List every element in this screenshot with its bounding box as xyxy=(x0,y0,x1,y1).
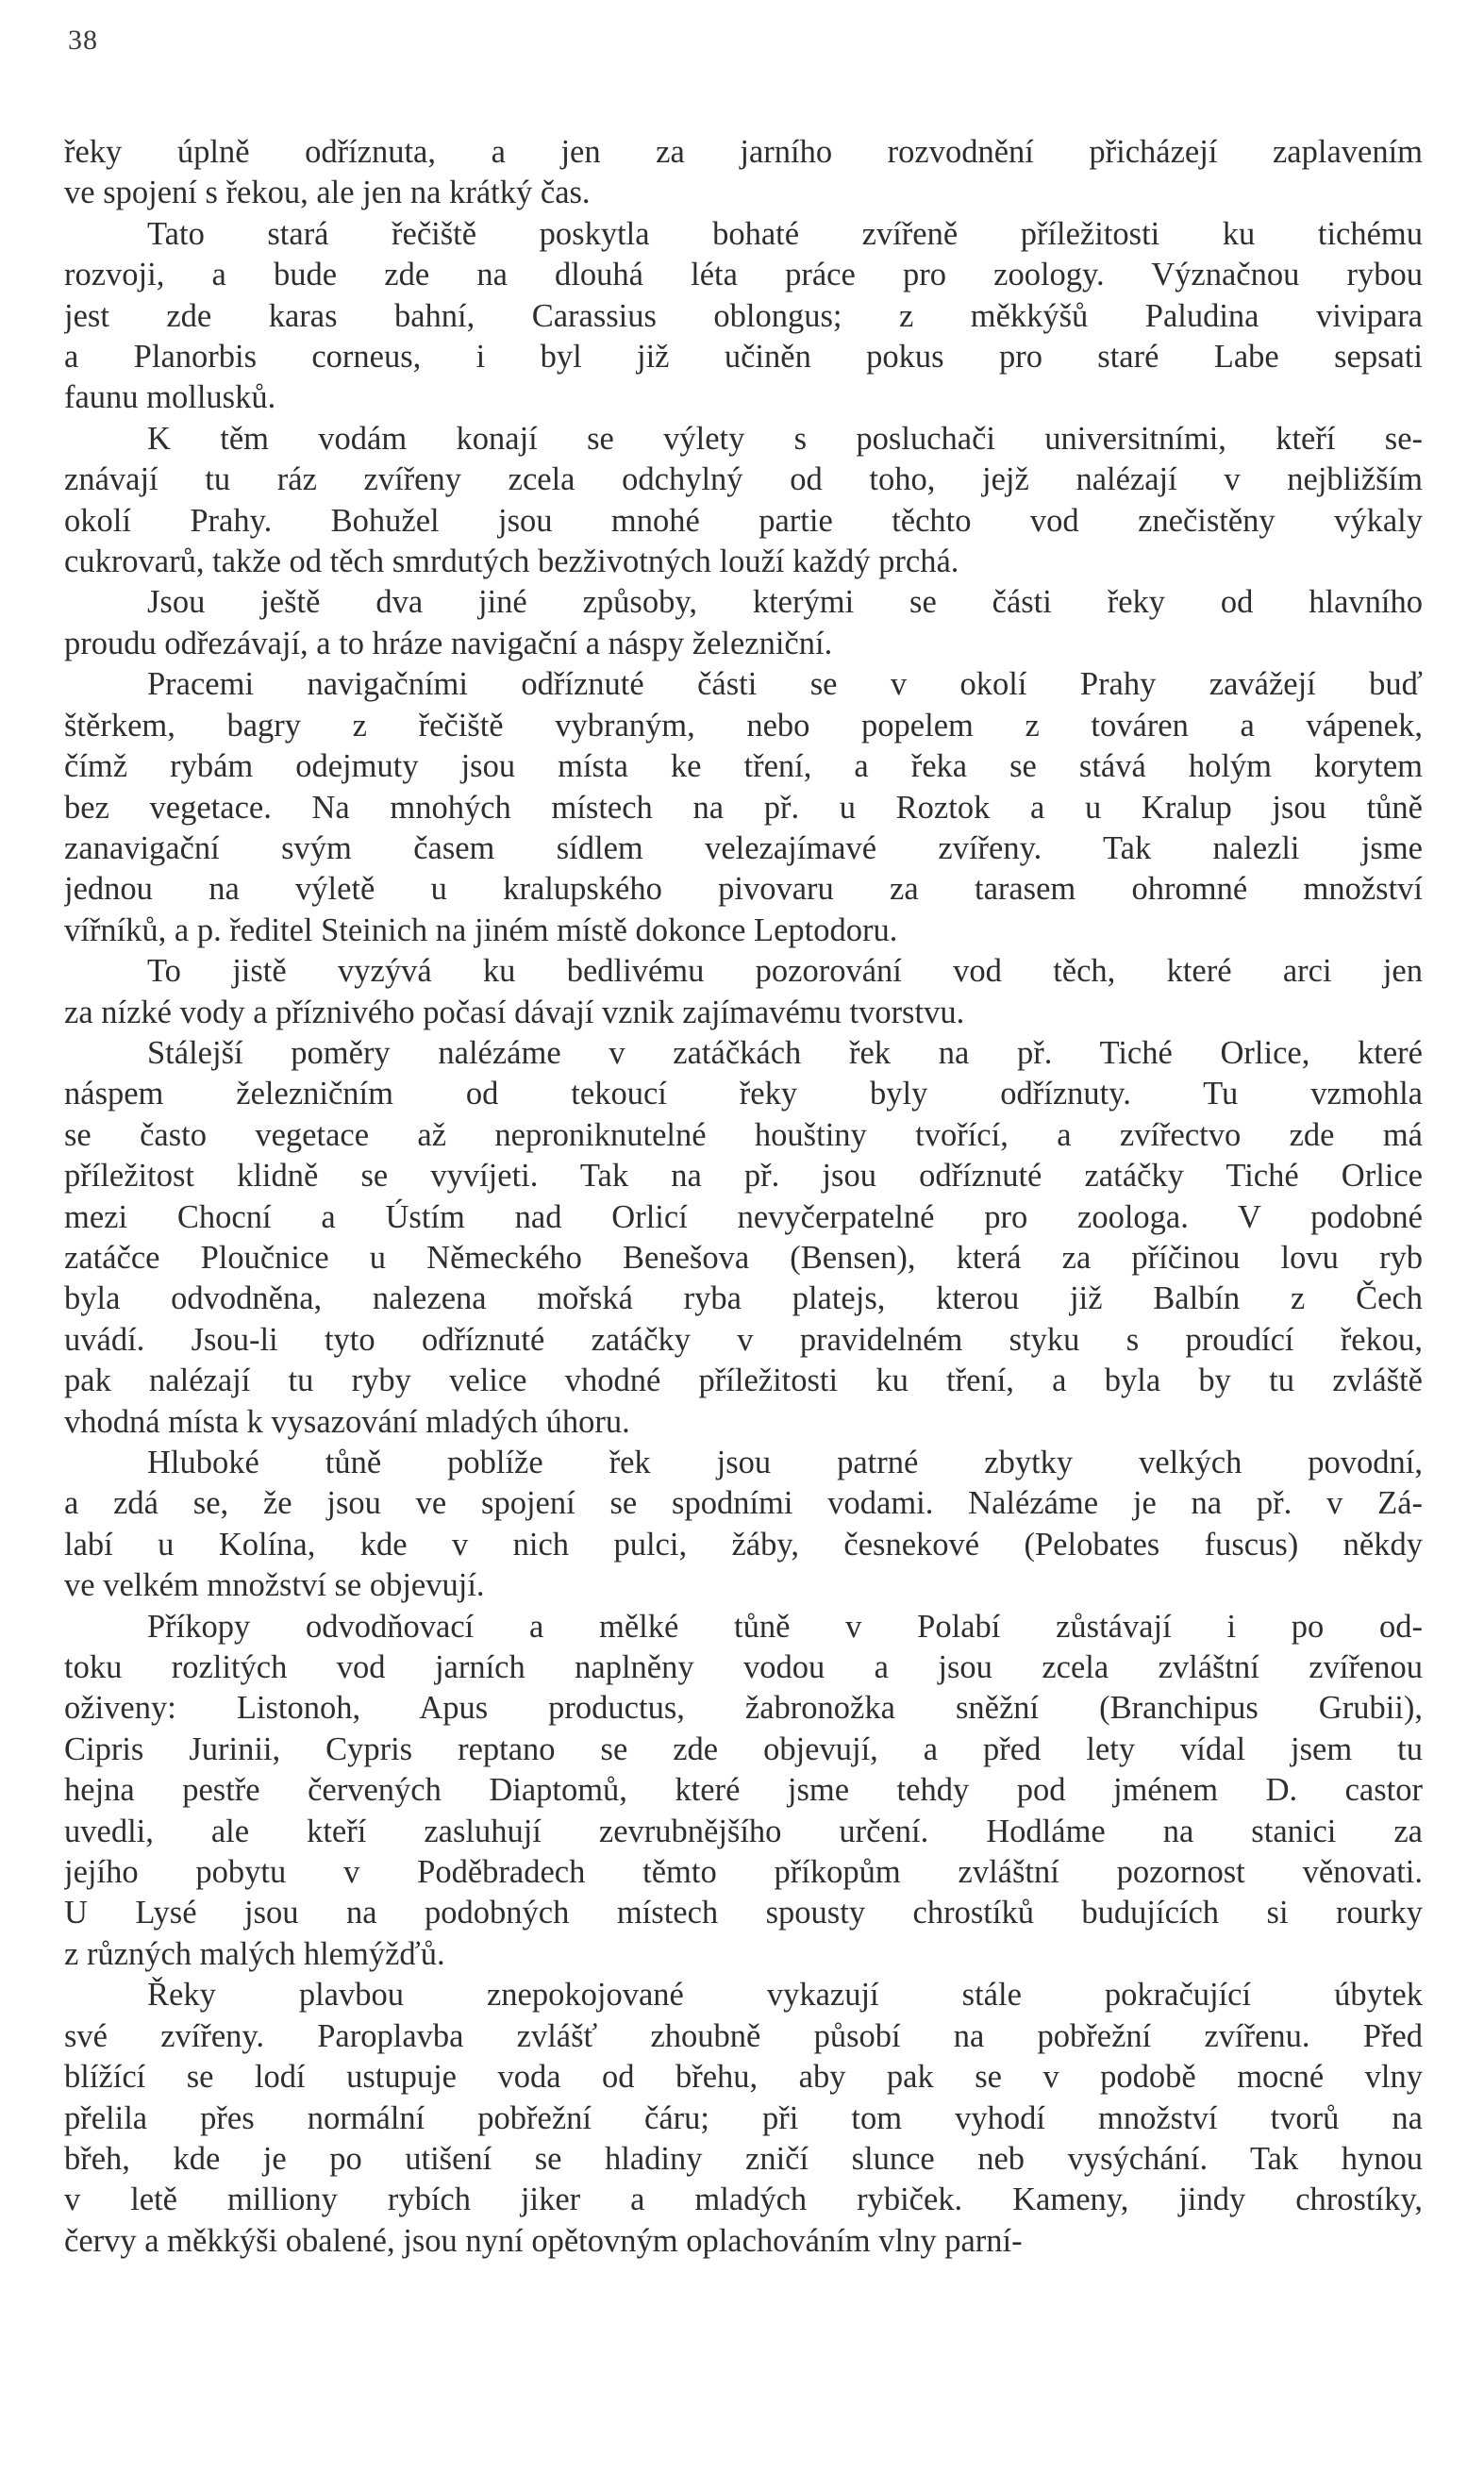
text-line: za nízké vody a příznivého počasí dávají vznik zajímavému tvorstvu. xyxy=(64,994,965,1030)
paragraph xyxy=(64,582,1423,664)
text-line: čímž rybám odejmuty jsou místa ke tření, a řeka se stává holým korytem xyxy=(64,748,1423,785)
text-line: jejího pobytu v Poděbradech těmto příkopům zvláštní pozornost věnovati. xyxy=(64,1854,1423,1891)
text-line: zatáčce Ploučnice u Německého Benešova (Bensen), která za příčinou lovu ryb xyxy=(64,1239,1423,1276)
paragraph xyxy=(64,951,1423,1033)
text-line: toku rozlitých vod jarních naplněny vodou a jsou zcela zvláštní zvířenou xyxy=(64,1649,1423,1686)
text-line: pak nalézají tu ryby velice vhodné příležitosti ku tření, a byla by tu zvláště xyxy=(64,1363,1423,1399)
text-line: a zdá se, že jsou ve spojení se spodními vodami. Nalézáme je na př. v Zá- xyxy=(64,1485,1423,1522)
text-line: červy a měkkýši obalené, jsou nyní opětovným oplachováním vlny parní- xyxy=(64,2222,1023,2259)
text-line: Cipris Jurinii, Cypris reptano se zde objevují, a před lety vídal jsem tu xyxy=(64,1730,1423,1767)
text-line: a Planorbis corneus, i byl již učiněn pokus pro staré Labe sepsati xyxy=(64,339,1423,376)
paragraph xyxy=(64,1443,1423,1607)
text-line: Řeky plavbou znepokojované vykazují stále pokračující úbytek xyxy=(147,1977,1423,2014)
text-line: To jistě vyzývá ku bedlivému pozorování vod těch, které arci jen xyxy=(147,953,1423,990)
text-line: jednou na výletě u kralupského pivovaru za tarasem ohromné množství xyxy=(64,871,1423,908)
paragraph xyxy=(64,1975,1423,2262)
text-line: v letě milliony rybích jiker a mladých rybiček. Kameny, jindy chrostíky, xyxy=(64,2182,1423,2218)
text-line: zanavigační svým časem sídlem velezajímavé zvířeny. Tak nalezli jsme xyxy=(64,829,1423,866)
text-line: uvádí. Jsou-li tyto odříznuté zatáčky v pravidelném styku s proudící řekou, xyxy=(64,1321,1423,1358)
text-line: vířníků, a p. ředitel Steinich na jiném místě dokonce Leptodoru. xyxy=(64,911,898,948)
body-text xyxy=(64,132,1423,2262)
text-line: se často vegetace až neproniknutelné houštiny tvořící, a zvířectvo zde má xyxy=(64,1116,1423,1153)
text-line: cukrovarů, takže od těch smrdutých bezživotných louží každý prchá. xyxy=(64,543,959,580)
text-line: břeh, kde je po utišení se hladiny zničí slunce neb vysýchání. Tak hynou xyxy=(64,2140,1423,2177)
text-line: proudu odřezávají, a to hráze navigační a náspy železniční. xyxy=(64,625,833,661)
text-line: vhodná místa k vysazování mladých úhoru. xyxy=(64,1403,630,1440)
text-line: faunu mollusků. xyxy=(64,379,276,416)
text-line: blížící se lodí ustupuje voda od břehu, aby pak se v podobě mocné vlny xyxy=(64,2059,1423,2096)
paragraph xyxy=(64,664,1423,951)
paragraph xyxy=(64,132,1423,214)
text-line: bez vegetace. Na mnohých místech na př. u Roztok a u Kralup jsou tůně xyxy=(64,789,1423,826)
text-line: své zvířeny. Paroplavba zvlášť zhoubně působí na pobřežní zvířenu. Před xyxy=(64,2017,1423,2054)
text-line: příležitost klidně se vyvíjeti. Tak na př. jsou odříznuté zatáčky Tiché Orlice xyxy=(64,1158,1423,1195)
text-line: okolí Prahy. Bohužel jsou mnohé partie těchto vod znečistěny výkaly xyxy=(64,502,1423,539)
text-line: náspem železničním od tekoucí řeky byly odříznuty. Tu vzmohla xyxy=(64,1076,1423,1112)
text-line: uvedli, ale kteří zasluhují zevrubnějšího určení. Hodláme na stanici za xyxy=(64,1813,1423,1849)
text-line: Pracemi navigačními odříznuté části se v okolí Prahy zavážejí buď xyxy=(147,666,1423,703)
text-line: řeky úplně odříznuta, a jen za jarního rozvodnění přicházejí zaplavením xyxy=(64,134,1423,170)
text-line: Příkopy odvodňovací a mělké tůně v Polabí zůstávají i po od- xyxy=(147,1608,1423,1645)
text-line: Tato stará řečiště poskytla bohaté zvířeně příležitosti ku tichému xyxy=(147,215,1423,252)
text-line: Jsou ještě dva jiné způsoby, kterými se části řeky od hlavního xyxy=(147,584,1423,621)
paragraph xyxy=(64,1033,1423,1443)
paragraph xyxy=(64,214,1423,419)
text-line: jest zde karas bahní, Carassius oblongus; z měkkýšů Paludina vivipara xyxy=(64,297,1423,334)
text-line: K těm vodám konají se výlety s posluchači universitními, kteří se- xyxy=(147,420,1423,457)
text-line: rozvoji, a bude zde na dlouhá léta práce pro zoology. Význačnou rybou xyxy=(64,257,1423,293)
text-line: z různých malých hlemýžďů. xyxy=(64,1935,445,1972)
text-line: oživeny: Listonoh, Apus productus, žabronožka sněžní (Branchipus Grubii), xyxy=(64,1690,1423,1727)
text-line: ve velkém množství se objevují. xyxy=(64,1567,485,1604)
text-line: hejna pestře červených Diaptomů, které jsme tehdy pod jménem D. castor xyxy=(64,1772,1423,1809)
page-number: 38 xyxy=(68,25,98,56)
text-line: U Lysé jsou na podobných místech spousty chrostíků budujících si rourky xyxy=(64,1895,1423,1931)
paragraph xyxy=(64,1607,1423,1976)
text-line: štěrkem, bagry z řečiště vybraným, nebo popelem z továren a vápenek, xyxy=(64,707,1423,744)
text-line: labí u Kolína, kde v nich pulci, žáby, česnekové (Pelobates fuscus) někdy xyxy=(64,1526,1423,1563)
text-line: ve spojení s řekou, ale jen na krátký čas. xyxy=(64,175,591,211)
text-line: mezi Chocní a Ústím nad Orlicí nevyčerpatelné pro zoologa. V podobné xyxy=(64,1198,1423,1235)
text-line: Hluboké tůně poblíže řek jsou patrné zbytky velkých povodní, xyxy=(147,1445,1423,1480)
text-line: Stálejší poměry nalézáme v zatáčkách řek na př. Tiché Orlice, které xyxy=(147,1034,1423,1071)
text-line: byla odvodněna, nalezena mořská ryba platejs, kterou již Balbín z Čech xyxy=(64,1280,1423,1317)
text-line: přelila přes normální pobřežní čáru; při tom vyhodí množství tvorů na xyxy=(64,2099,1423,2136)
text-line: znávají tu ráz zvířeny zcela odchylný od toho, jejž nalézají v nejbližším xyxy=(64,461,1423,498)
paragraph xyxy=(64,419,1423,583)
